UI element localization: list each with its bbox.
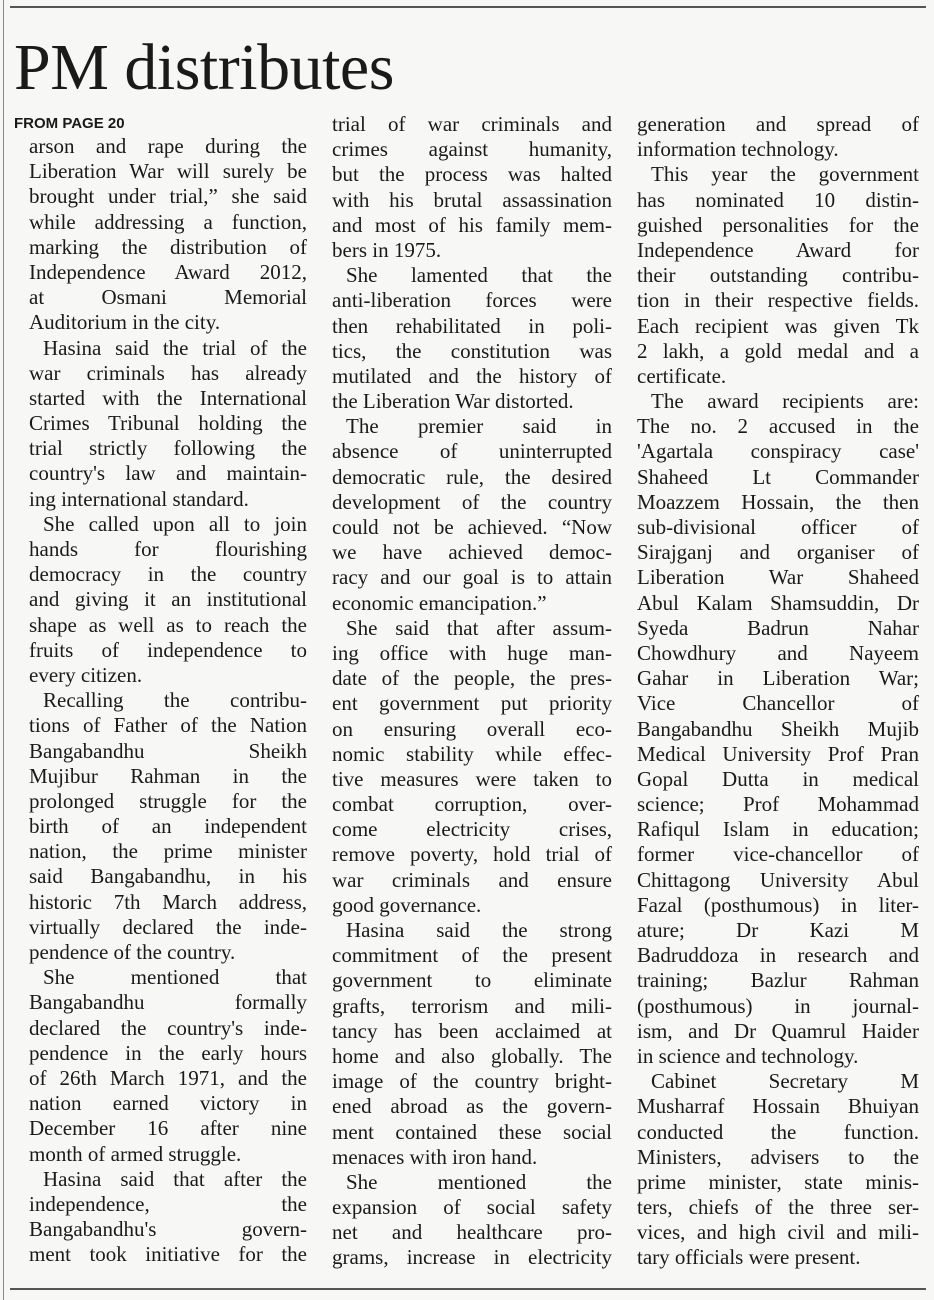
text-line: Bangabandhu Sheikh Mujib [637, 716, 919, 741]
text-line: net and healthcare pro- [332, 1220, 612, 1245]
text-line: menaces with iron hand. [332, 1144, 538, 1169]
text-line: government to eliminate [332, 968, 612, 993]
text-line: Liberation War will surely be [29, 159, 307, 184]
text-line: bers in 1975. [332, 237, 442, 262]
text-line: Moazzem Hossain, the then [637, 489, 919, 514]
text-line: The award recipients are: [651, 389, 919, 414]
text-line: She lamented that the [346, 263, 612, 288]
text-line: She called upon all to join [43, 511, 307, 536]
text-line: sub-divisional officer of [637, 515, 919, 539]
text-line: training; Bazlur Rahman [637, 968, 919, 993]
text-line: country's law and maintain- [29, 461, 307, 486]
text-line: 2 lakh, a gold medal and a [637, 338, 919, 363]
bottom-rule [10, 1288, 926, 1290]
text-line: ened abroad as the govern- [332, 1094, 612, 1119]
text-line: tics, the constitution was [332, 338, 612, 363]
text-line: economic emancipation.” [332, 590, 547, 615]
paragraph [637, 112, 919, 162]
text-line: trial of war criminals and [332, 112, 612, 136]
text-line: Recalling the contribu- [43, 688, 307, 713]
text-line: Ministers, advisers to the [637, 1144, 919, 1169]
text-line: Syeda Badrun Nahar [637, 615, 919, 640]
text-line: image of the country bright- [332, 1069, 612, 1094]
text-line: good governance. [332, 892, 482, 917]
text-line: racy and our goal is to attain [332, 565, 612, 590]
text-line: science; Prof Mohammad [637, 792, 919, 817]
text-line: Fazal (posthumous) in liter- [637, 892, 919, 917]
text-line: but the process was halted [332, 162, 612, 187]
headline: PM distributes [14, 31, 394, 104]
text-line: historic 7th March address, [29, 889, 307, 914]
text-line: The no. 2 accused in the [637, 414, 919, 439]
continuation-kicker: FROM PAGE 20 [14, 115, 125, 132]
text-line: pendence of the country. [29, 940, 236, 964]
paragraph [29, 134, 307, 336]
text-line: absence of uninterrupted [332, 439, 612, 464]
paragraph [29, 512, 307, 688]
text-line: pendence in the early hours [29, 1040, 307, 1065]
text-line: shape as well as to reach the [29, 612, 307, 637]
text-line: war criminals has already [29, 360, 307, 385]
paragraph [637, 1069, 919, 1271]
text-line: Hasina said the trial of the [43, 335, 307, 360]
text-line: combat corruption, over- [332, 792, 612, 817]
paragraph [29, 1167, 307, 1268]
text-line: tions of Father of the Nation [29, 713, 307, 738]
text-line: Cabinet Secretary M [651, 1069, 919, 1094]
text-line: (posthumous) in journal- [637, 993, 919, 1018]
paragraph [29, 688, 307, 965]
text-line: Vice Chancellor of [637, 691, 919, 716]
text-line: tive measures were taken to [332, 766, 612, 791]
text-line: development of the country [332, 489, 612, 514]
text-line: month of armed struggle. [29, 1141, 242, 1166]
text-line: in science and technology. [637, 1043, 859, 1068]
text-line: could not be achieved. “Now [332, 515, 612, 539]
text-line: ters, chiefs of the three ser- [637, 1195, 919, 1220]
text-line: every citizen. [29, 662, 143, 687]
text-line: Sirajganj and organiser of [637, 540, 919, 565]
text-line: and giving it an institutional [29, 587, 307, 612]
text-line: 'Agartala conspiracy case' [637, 439, 919, 464]
text-line: we have achieved democ- [332, 540, 612, 565]
paragraph [332, 263, 612, 414]
paragraph [637, 389, 919, 1069]
text-line: remove poverty, hold trial of [332, 842, 612, 867]
text-line: generation and spread of [637, 112, 919, 136]
text-line: Each recipient was given Tk [637, 313, 919, 338]
text-line: Bangabandhu Sheikh [29, 738, 307, 763]
text-line: date of the people, the pres- [332, 666, 612, 691]
text-line: Badruddoza in research and [637, 943, 919, 968]
text-line: She mentioned that [43, 965, 307, 990]
text-line: Auditorium in the city. [29, 310, 221, 335]
text-line: their outstanding contribu- [637, 263, 919, 288]
text-line: Hasina said the strong [346, 918, 612, 942]
text-line: ment took initiative for the [29, 1242, 307, 1267]
text-line: has nominated 10 distin- [637, 187, 919, 212]
text-line: Musharraf Hossain Bhuiyan [637, 1094, 919, 1119]
paragraph [637, 162, 919, 389]
text-line: commitment of the present [332, 943, 612, 968]
text-line: crimes against humanity, [332, 137, 612, 162]
text-line: ature; Dr Kazi M [637, 918, 919, 942]
text-line: virtually declared the inde- [29, 914, 307, 939]
text-line: She said that after assum- [346, 615, 612, 640]
text-line: Rafiqul Islam in education; [637, 817, 919, 842]
text-line: war criminals and ensure [332, 867, 612, 892]
text-line: started with the International [29, 385, 307, 410]
paragraph [29, 336, 307, 512]
text-line: arson and rape during the [29, 134, 307, 158]
text-line: Crimes Tribunal holding the [29, 411, 307, 436]
text-line: ing office with huge man- [332, 640, 612, 665]
text-line: She mentioned the [346, 1169, 612, 1194]
article-column-2 [332, 112, 612, 1271]
text-line: former vice-chancellor of [637, 842, 919, 867]
paragraph [332, 414, 612, 616]
text-line: home and also globally. The [332, 1043, 612, 1068]
text-line: Abul Kalam Shamsuddin, Dr [637, 590, 919, 615]
text-line: Shaheed Lt Commander [637, 464, 919, 489]
text-line: grafts, terrorism and mili- [332, 993, 612, 1018]
text-line: ing international standard. [29, 486, 249, 511]
text-line: mutilated and the history of [332, 363, 612, 388]
text-line: expansion of social safety [332, 1195, 612, 1220]
paragraph [332, 616, 612, 918]
text-line: nomic stability while effec- [332, 741, 612, 766]
text-line: come electricity crises, [332, 817, 612, 842]
text-line: nation earned victory in [29, 1091, 307, 1116]
text-line: conducted the function. [637, 1119, 919, 1144]
text-line: and most of his family mem- [332, 212, 612, 237]
text-line: fruits of independence to [29, 637, 307, 662]
text-line: Medical University Prof Pran [637, 741, 919, 766]
text-line: guished personalities for the [637, 212, 919, 237]
paragraph [332, 1170, 612, 1271]
text-line: anti-liberation forces were [332, 288, 612, 313]
text-line: marking the distribution of [29, 234, 307, 259]
text-line: trial strictly following the [29, 436, 307, 461]
text-line: on ensuring overall eco- [332, 716, 612, 741]
top-rule [10, 6, 926, 8]
text-line: prolonged struggle for the [29, 788, 307, 813]
text-line: tary officials were present. [637, 1245, 861, 1270]
text-line: ent government put priority [332, 691, 612, 716]
text-line: This year the government [651, 162, 919, 187]
text-line: Gahar in Liberation War; [637, 666, 919, 691]
text-line: declared the country's inde- [29, 1015, 307, 1040]
text-line: information technology. [637, 137, 839, 162]
text-line: of 26th March 1971, and the [29, 1065, 307, 1090]
article-column-1 [29, 134, 307, 1267]
text-line: Chittagong University Abul [637, 867, 919, 892]
text-line: brought under trial,” she said [29, 184, 307, 209]
text-line: birth of an independent [29, 814, 307, 839]
text-line: Independence Award 2012, [29, 259, 307, 284]
text-line: Gopal Dutta in medical [637, 766, 919, 791]
text-line: Bangabandhu's govern- [29, 1217, 307, 1242]
text-line: the Liberation War distorted. [332, 389, 574, 414]
text-line: grams, increase in electricity [332, 1245, 612, 1270]
text-line: while addressing a function, [29, 209, 307, 234]
left-border [3, 0, 4, 1300]
text-line: tion in their respective fields. [637, 288, 919, 313]
article-column-3 [637, 112, 919, 1271]
text-line: hands for flourishing [29, 537, 307, 561]
text-line: nation, the prime minister [29, 839, 307, 864]
paragraph [29, 965, 307, 1167]
text-line: Mujibur Rahman in the [29, 763, 307, 788]
paragraph [332, 112, 612, 263]
text-line: The premier said in [346, 414, 612, 439]
text-line: at Osmani Memorial [29, 285, 307, 310]
text-line: democracy in the country [29, 562, 307, 587]
text-line: certificate. [637, 363, 727, 388]
text-line: Bangabandhu formally [29, 990, 307, 1015]
text-line: said Bangabandhu, in his [29, 864, 307, 889]
text-line: Independence Award for [637, 237, 919, 262]
text-line: ment contained these social [332, 1119, 612, 1144]
text-line: December 16 after nine [29, 1116, 307, 1141]
text-line: vices, and high civil and mili- [637, 1220, 919, 1245]
text-line: Chowdhury and Nayeem [637, 640, 919, 665]
text-line: prime minister, state minis- [637, 1169, 919, 1194]
text-line: with his brutal assassination [332, 187, 612, 212]
text-line: Liberation War Shaheed [637, 565, 919, 590]
paragraph [332, 918, 612, 1170]
text-line: tancy has been acclaimed at [332, 1018, 612, 1043]
text-line: then rehabilitated in poli- [332, 313, 612, 338]
text-line: Hasina said that after the [43, 1166, 307, 1191]
text-line: democratic rule, the desired [332, 464, 612, 489]
text-line: independence, the [29, 1191, 307, 1216]
text-line: ism, and Dr Quamrul Haider [637, 1018, 919, 1043]
